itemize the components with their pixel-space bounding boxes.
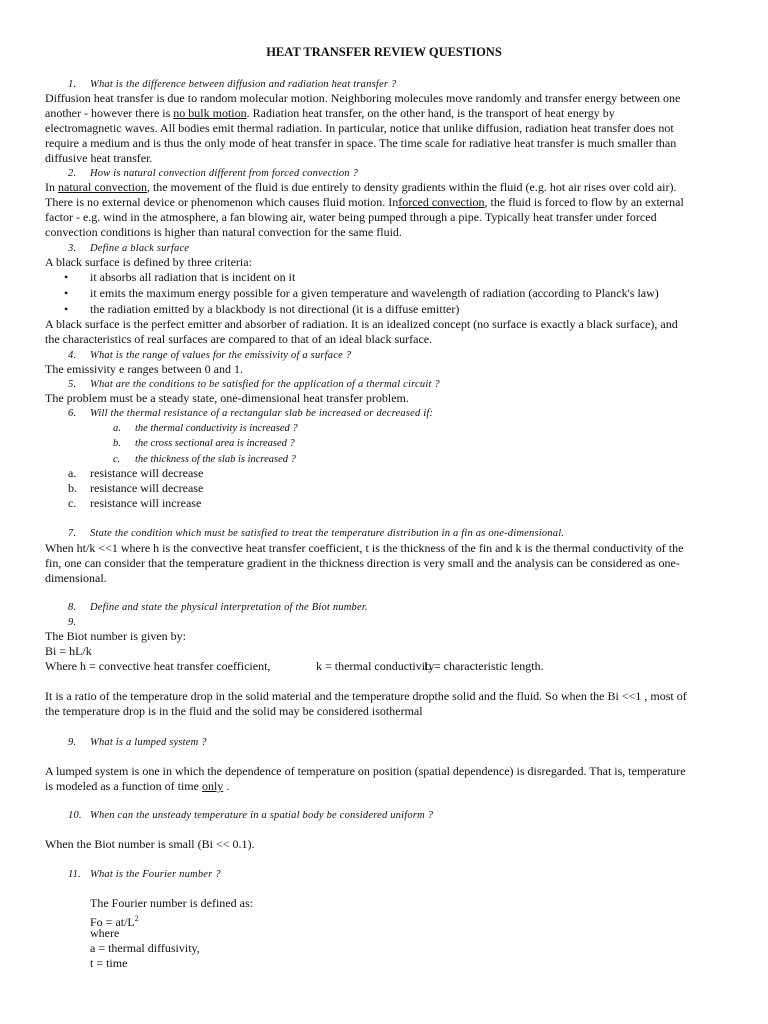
biot-formula: Bi = hL/k <box>45 644 92 658</box>
answer-2-line: factor - e.g. wind in the atmosphere, a fan blowing air, water being pumped through a pipe. Typically heat transfer under forced <box>45 210 657 224</box>
question-7: 7. State the condition which must be satisfied to treat the temperature distribution in a fin as one-dimensional. <box>68 528 565 539</box>
answer-6-item: c. resistance will increase <box>68 496 202 510</box>
answer-11-line: a = thermal diffusivity, <box>90 941 200 955</box>
answer-3-line: the characteristics of real surfaces are compared to that of an ideal black surface. <box>45 332 433 346</box>
bullet-item: • it emits the maximum energy possible for a given temperature and wavelength of radiation (according to Planck's law) <box>64 286 659 300</box>
answer-11-line: t = time <box>90 956 128 970</box>
question-6-sub: b. the cross sectional area is increased ? <box>113 438 295 449</box>
answer-5: The problem must be a steady state, one-dimensional heat transfer problem. <box>45 391 409 405</box>
answer-1-line: electromagnetic waves. All bodies emit thermal radiation. In particular, notice that unlike diffusion, radiation heat transfer does not <box>45 121 674 135</box>
question-6: 6. Will the thermal resistance of a rectangular slab be increased or decreased if: <box>68 408 434 419</box>
bullet-icon: • <box>64 270 69 284</box>
question-6-sub: c. the thickness of the slab is increased ? <box>113 454 296 465</box>
page-title: HEAT TRANSFER REVIEW QUESTIONS <box>266 45 502 59</box>
question-10: 10. When can the unsteady temperature in a spatial body be considered uniform ? <box>68 810 434 821</box>
answer-6-item: b. resistance will decrease <box>68 481 204 495</box>
answer-1-line: require a medium and is thus the only mode of heat transfer in space. The time scale for radiative heat transfer is much smaller than <box>45 136 677 150</box>
answer-1-line: Diffusion heat transfer is due to random molecular motion. Neighboring molecules move randomly and transfer energy between one <box>45 91 681 105</box>
answer-2-line: In natural convection, the movement of the fluid is due entirely to density gradients within the fluid (e.g. hot air rises over cold air). <box>45 180 677 194</box>
answer-2-line: convection conditions is higher than natural convection for the same fluid. <box>45 225 402 239</box>
question-8: 8. Define and state the physical interpretation of the Biot number. <box>68 602 368 613</box>
answer-11-line: The Fourier number is defined as: <box>90 896 253 910</box>
answer-10: When the Biot number is small (Bi << 0.1). <box>45 837 255 851</box>
question-6-sub: a. the thermal conductivity is increased ? <box>113 423 298 434</box>
answer-11-line: where <box>90 926 120 940</box>
bullet-icon: • <box>64 302 69 316</box>
answer-8-line: It is a ratio of the temperature drop in the solid material and the temperature dropthe solid and the fluid. So when the Bi <<1 , most of <box>45 689 687 703</box>
answer-9-line: A lumped system is one in which the dependence of temperature on position (spatial dependence) is disregarded. That is, temperature <box>45 764 686 778</box>
answer-8-definitions: Where h = convective heat transfer coefficient, k = thermal conductivity L = characteristic length. <box>45 659 544 673</box>
answer-8-line: the temperature drop is in the fluid and the solid may be considered isothermal <box>45 704 423 718</box>
bullet-item: • the radiation emitted by a blackbody is not directional (it is a diffuse emitter) <box>64 302 460 316</box>
question-1: 1. What is the difference between diffusion and radiation heat transfer ? <box>68 79 397 90</box>
answer-2-line: There is no external device or phenomenon which causes fluid motion. Inforced convection, the fluid is forced to flow by an external <box>45 195 684 209</box>
bullet-item: • it absorbs all radiation that is incident on it <box>64 270 296 284</box>
question-5: 5. What are the conditions to be satisfied for the application of a thermal circuit ? <box>68 379 440 390</box>
question-8-empty-item: 9. <box>68 617 77 628</box>
answer-7-line: fin, one can consider that the temperature gradient in the thickness direction is very small and the analysis can be considered as one- <box>45 556 680 570</box>
answer-7-line: dimensional. <box>45 571 107 585</box>
question-3: 3. Define a black surface <box>68 243 190 254</box>
question-4: 4. What is the range of values for the emissivity of a surface ? <box>68 350 352 361</box>
answer-3-intro: A black surface is defined by three criteria: <box>45 255 252 269</box>
question-2: 2. How is natural convection different from forced convection ? <box>68 168 359 179</box>
answer-3-line: A black surface is the perfect emitter and absorber of radiation. It is an idealized concept (no surface is exactly a black surface), and <box>45 317 678 331</box>
answer-9-line: is modeled as a function of time only . <box>45 779 230 793</box>
answer-7-line: When ht/k <<1 where h is the convective heat transfer coefficient, t is the thickness of the fin and k is the thermal conductivity of the <box>45 541 684 555</box>
bullet-icon: • <box>64 286 69 300</box>
fourier-formula: $Fo = at/L^2$ <box>90 914 139 929</box>
answer-8-line: The Biot number is given by: <box>45 629 186 643</box>
answer-1-line: diffusive heat transfer. <box>45 151 153 165</box>
answer-6-item: a. resistance will decrease <box>68 466 204 480</box>
question-9: 9. What is a lumped system ? <box>68 737 207 748</box>
question-11: 11. What is the Fourier number ? <box>68 869 221 880</box>
answer-4: The emissivity e ranges between 0 and 1. <box>45 362 243 376</box>
answer-1-line: another - however there is no bulk motion. Radiation heat transfer, on the other hand, is the transport of heat energy by <box>45 106 615 120</box>
